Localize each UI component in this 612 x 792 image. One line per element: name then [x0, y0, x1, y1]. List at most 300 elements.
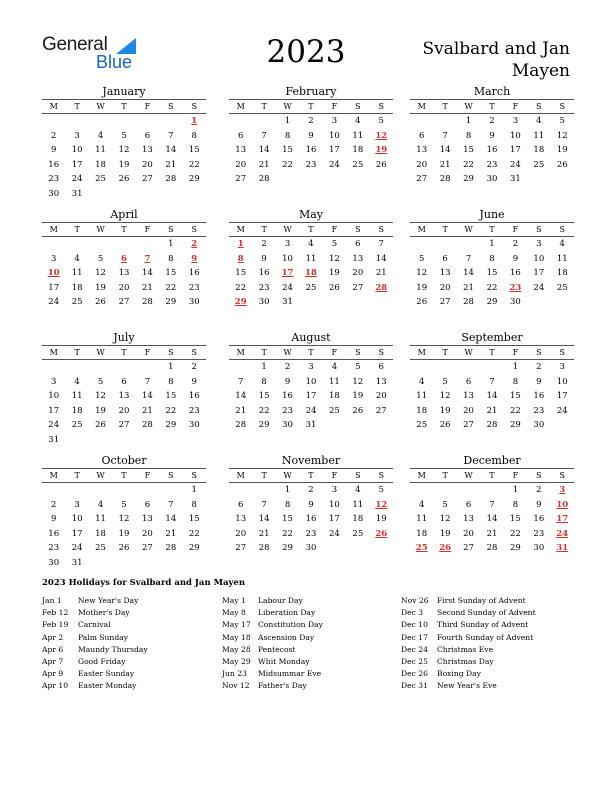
- day-cell: 28: [235, 420, 247, 431]
- day-cell: [42, 114, 65, 129]
- day-cell: 18: [533, 145, 545, 156]
- week-row: [229, 483, 393, 498]
- weekday-label: S: [559, 471, 565, 480]
- day-cell: 23: [258, 282, 270, 293]
- weekday-label: S: [559, 225, 565, 234]
- day-cell: 14: [375, 253, 387, 264]
- weekday-label: T: [261, 102, 267, 111]
- day-cell: 29: [509, 420, 521, 431]
- week-row: [229, 252, 393, 267]
- day-cell: 15: [165, 391, 177, 402]
- day-cell: 11: [71, 391, 83, 402]
- day-cell: [183, 556, 206, 571]
- day-cell: [252, 483, 275, 498]
- weekday-label: T: [74, 102, 80, 111]
- day-cell: [346, 295, 369, 310]
- day-cell: 3: [559, 362, 565, 372]
- day-cell: [42, 360, 65, 375]
- day-cell: 26: [352, 405, 364, 416]
- week-row: [410, 404, 574, 419]
- day-cell: 8: [168, 376, 174, 387]
- week-row: [229, 541, 393, 556]
- day-cell: 1: [512, 362, 519, 372]
- day-cell: 29: [282, 543, 293, 554]
- weekday-label: S: [536, 471, 542, 480]
- day-cell: 14: [165, 514, 177, 525]
- weekday-label: M: [236, 225, 245, 234]
- day-cell: [136, 556, 159, 571]
- day-cell: [136, 237, 159, 252]
- day-cell: 29: [486, 297, 498, 308]
- day-cell: 8: [284, 130, 291, 141]
- day-cell: 8: [512, 499, 519, 510]
- day-cell: 25: [71, 420, 83, 431]
- day-cell: 18: [71, 405, 83, 416]
- day-cell: 27: [235, 543, 247, 554]
- holiday-item: [222, 680, 402, 692]
- weekday-label: W: [464, 102, 473, 111]
- week-row: [410, 129, 574, 144]
- day-cell: [112, 360, 135, 375]
- day-cell: [229, 483, 252, 498]
- day-cell: 19: [95, 405, 106, 416]
- holiday-item: [42, 619, 222, 631]
- day-cell: 22: [165, 405, 177, 416]
- day-cell: 12: [328, 253, 340, 264]
- day-cell: 2: [308, 116, 314, 126]
- day-cell: 31: [509, 174, 521, 185]
- day-cell: 14: [439, 145, 451, 156]
- day-cell: [229, 114, 252, 129]
- week-row: [229, 418, 393, 433]
- day-cell: 21: [486, 405, 498, 416]
- week-row: [42, 541, 206, 556]
- day-cell: 15: [486, 268, 498, 279]
- day-cell: 4: [74, 376, 80, 387]
- holiday-name: Easter Monday: [78, 681, 137, 691]
- day-cell: [159, 556, 182, 571]
- week-row: [410, 483, 574, 498]
- holiday-name: Pentecost: [258, 644, 296, 654]
- holiday-item: [42, 607, 222, 619]
- weekday-label: W: [96, 102, 105, 111]
- day-cell: 12: [95, 268, 106, 279]
- week-row: [229, 360, 393, 375]
- day-cell: 27: [463, 543, 474, 554]
- weekday-label: T: [74, 471, 80, 480]
- day-cell: 1: [512, 485, 519, 495]
- holiday-date: Apr 10: [42, 681, 69, 691]
- weekday-label: S: [355, 225, 361, 234]
- weekday-label: S: [378, 348, 384, 357]
- day-cell: 24: [282, 282, 293, 293]
- day-cell: 24: [48, 420, 60, 431]
- month-title: September: [461, 331, 523, 344]
- day-cell: [159, 433, 182, 448]
- day-cell: 6: [144, 499, 151, 510]
- holiday-item: [42, 680, 222, 692]
- day-cell: 14: [235, 391, 247, 402]
- day-cell: 20: [463, 405, 474, 416]
- day-cell: 10: [71, 514, 83, 525]
- day-cell: 7: [261, 130, 267, 141]
- day-cell: [346, 172, 369, 187]
- day-cell: 25: [352, 159, 364, 170]
- day-cell: 6: [238, 130, 244, 141]
- weekday-label: S: [536, 348, 542, 357]
- day-cell: 5: [331, 239, 338, 249]
- day-cell: 18: [352, 145, 364, 156]
- day-cell: 7: [378, 239, 384, 249]
- day-cell: 8: [489, 253, 495, 264]
- holiday-name: Boxing Day: [437, 669, 481, 679]
- weekday-label: T: [261, 225, 267, 234]
- day-cell: 27: [416, 174, 428, 185]
- day-cell: 31: [305, 420, 317, 431]
- weekday-label: M: [236, 471, 245, 480]
- day-cell: 26: [439, 420, 451, 431]
- day-cell: [551, 172, 574, 187]
- logo-blue-text: Blue: [96, 52, 133, 72]
- weekday-header: [229, 345, 393, 360]
- day-cell: 5: [121, 130, 127, 141]
- day-cell: 29: [165, 420, 177, 431]
- day-cell: 8: [261, 376, 267, 387]
- day-cell: 19: [439, 405, 451, 416]
- day-cell: 13: [463, 514, 474, 525]
- week-row: [410, 172, 574, 187]
- day-cell: 28: [141, 420, 153, 431]
- day-cell: 3: [512, 116, 519, 126]
- week-row: [229, 114, 393, 129]
- holiday-date: Jan 1: [42, 596, 62, 605]
- weekday-label: W: [96, 348, 105, 357]
- holiday-date: Apr 2: [42, 632, 64, 642]
- day-cell: 30: [188, 420, 200, 431]
- day-cell: [433, 114, 456, 129]
- day-cell: [42, 483, 65, 498]
- day-cell: 6: [465, 376, 472, 387]
- week-row: [42, 281, 206, 296]
- holiday-date: Apr 9: [42, 669, 64, 679]
- weekday-header: [229, 99, 393, 114]
- day-cell: [527, 172, 550, 187]
- day-cell: 15: [463, 145, 474, 156]
- day-cell: 9: [51, 514, 57, 525]
- day-cell: 24: [71, 543, 83, 554]
- weekday-label: F: [512, 225, 519, 234]
- holiday-day-cell: 29: [234, 297, 247, 308]
- day-cell: 22: [165, 282, 177, 293]
- day-cell: 30: [533, 543, 545, 554]
- day-cell: [370, 541, 393, 556]
- day-cell: 12: [439, 391, 451, 402]
- weekday-label: S: [536, 225, 542, 234]
- day-cell: 5: [442, 376, 448, 387]
- day-cell: 29: [188, 543, 200, 554]
- day-cell: 8: [284, 499, 291, 510]
- day-cell: 23: [48, 543, 60, 554]
- holiday-item: [401, 680, 581, 692]
- day-cell: 10: [71, 145, 83, 156]
- holidays-column: [42, 595, 222, 693]
- day-cell: 6: [121, 376, 127, 387]
- day-cell: [276, 172, 299, 187]
- day-cell: 18: [352, 514, 364, 525]
- day-cell: 4: [331, 362, 338, 372]
- day-cell: 14: [141, 391, 153, 402]
- country-name: Svalbard and Jan Mayen: [422, 39, 570, 81]
- weekday-label: T: [121, 348, 127, 357]
- day-cell: 11: [352, 499, 364, 510]
- day-cell: 5: [378, 485, 384, 495]
- holiday-item: [222, 644, 402, 656]
- day-cell: 17: [533, 268, 545, 279]
- day-cell: 10: [328, 130, 340, 141]
- day-cell: [480, 483, 503, 498]
- day-cell: 4: [559, 239, 565, 249]
- weekday-label: W: [464, 471, 473, 480]
- day-cell: 13: [118, 391, 130, 402]
- holiday-date: Jun 23: [222, 669, 247, 679]
- day-cell: 17: [328, 145, 340, 156]
- holiday-day-cell: 1: [191, 116, 198, 126]
- day-cell: 10: [509, 130, 521, 141]
- day-cell: 10: [328, 499, 340, 510]
- day-cell: 6: [238, 499, 244, 510]
- day-cell: 20: [375, 391, 387, 402]
- day-cell: 20: [118, 282, 130, 293]
- holiday-day-cell: 8: [237, 253, 244, 264]
- month-title: March: [473, 85, 511, 98]
- day-cell: 20: [235, 528, 247, 539]
- day-cell: [346, 541, 369, 556]
- day-cell: [410, 237, 433, 252]
- holiday-item: [222, 607, 402, 619]
- holiday-name: New Year's Eve: [437, 681, 497, 691]
- day-cell: [112, 187, 135, 202]
- day-cell: 3: [74, 499, 80, 510]
- weekday-label: W: [96, 471, 105, 480]
- week-row: [410, 498, 574, 513]
- day-cell: [410, 114, 433, 129]
- day-cell: 16: [258, 268, 270, 279]
- day-cell: 11: [352, 130, 364, 141]
- day-cell: 24: [305, 405, 317, 416]
- day-cell: 6: [465, 499, 472, 510]
- day-cell: 4: [355, 116, 361, 126]
- day-cell: 22: [188, 159, 200, 170]
- holiday-day-cell: 10: [47, 268, 60, 279]
- day-cell: 3: [536, 239, 542, 249]
- week-row: [410, 237, 574, 252]
- holiday-name: Easter Sunday: [78, 669, 135, 679]
- week-row: [410, 527, 574, 542]
- holiday-date: Nov 12: [222, 681, 250, 691]
- weekday-label: S: [559, 348, 565, 357]
- day-cell: 28: [486, 543, 498, 554]
- day-cell: 7: [168, 499, 174, 510]
- day-cell: 14: [486, 391, 498, 402]
- holiday-date: Nov 26: [401, 596, 429, 605]
- holiday-item: [42, 632, 222, 644]
- day-cell: [136, 187, 159, 202]
- day-cell: 18: [556, 268, 568, 279]
- day-cell: 2: [308, 485, 314, 495]
- week-row: [229, 527, 393, 542]
- day-cell: 16: [305, 145, 317, 156]
- day-cell: 2: [512, 239, 519, 249]
- week-row: [42, 404, 206, 419]
- weekday-label: F: [512, 348, 519, 357]
- day-cell: 28: [486, 420, 498, 431]
- day-cell: [136, 483, 159, 498]
- week-row: [229, 404, 393, 419]
- day-cell: 4: [308, 239, 314, 249]
- weekday-label: T: [74, 348, 80, 357]
- day-cell: 16: [188, 268, 200, 279]
- weekday-label: F: [512, 102, 519, 111]
- day-cell: 15: [282, 145, 293, 156]
- day-cell: 8: [465, 130, 472, 141]
- day-cell: [65, 237, 88, 252]
- weekday-label: T: [489, 225, 495, 234]
- day-cell: 17: [305, 391, 317, 402]
- holiday-day-cell: 25: [415, 543, 428, 554]
- day-cell: 4: [419, 376, 425, 387]
- day-cell: 27: [463, 420, 474, 431]
- day-cell: [112, 237, 135, 252]
- holidays-column: [222, 595, 402, 693]
- day-cell: 9: [261, 253, 267, 264]
- day-cell: 20: [141, 528, 153, 539]
- day-cell: 30: [509, 297, 521, 308]
- holiday-day-cell: 12: [375, 499, 388, 510]
- day-cell: 17: [328, 514, 340, 525]
- holiday-day-cell: 18: [305, 268, 317, 279]
- day-cell: 24: [328, 159, 340, 170]
- day-cell: 24: [328, 528, 340, 539]
- day-cell: 2: [284, 362, 291, 372]
- month-title: February: [285, 85, 337, 98]
- week-row: [42, 556, 206, 571]
- day-cell: 5: [121, 499, 127, 510]
- weekday-label: F: [144, 471, 151, 480]
- day-cell: 4: [355, 485, 361, 495]
- day-cell: [112, 114, 135, 129]
- day-cell: 7: [261, 499, 267, 510]
- day-cell: 7: [489, 499, 495, 510]
- day-cell: [42, 237, 65, 252]
- day-cell: 22: [188, 528, 200, 539]
- weekday-header: [229, 468, 393, 483]
- holiday-date: Dec 10: [401, 620, 428, 630]
- day-cell: 3: [331, 116, 338, 126]
- day-cell: 16: [188, 391, 200, 402]
- weekday-label: M: [417, 225, 426, 234]
- weekday-label: T: [489, 471, 495, 480]
- day-cell: 22: [509, 405, 521, 416]
- day-cell: 12: [556, 130, 568, 141]
- weekday-label: M: [417, 102, 426, 111]
- day-cell: 1: [465, 116, 472, 126]
- week-row: [410, 512, 574, 527]
- holiday-item: [222, 656, 402, 668]
- day-cell: 11: [95, 145, 106, 156]
- day-cell: 29: [509, 543, 521, 554]
- holiday-item: [42, 595, 222, 607]
- day-cell: 19: [375, 514, 387, 525]
- holiday-day-cell: 28: [375, 282, 388, 293]
- day-cell: 6: [442, 253, 448, 264]
- day-cell: 15: [282, 514, 293, 525]
- day-cell: 22: [463, 159, 474, 170]
- month-title: October: [101, 454, 147, 467]
- week-row: [42, 483, 206, 498]
- day-cell: 5: [559, 116, 565, 126]
- day-cell: 2: [489, 116, 495, 126]
- day-cell: 28: [439, 174, 451, 185]
- weekday-label: T: [121, 471, 127, 480]
- day-cell: 21: [235, 405, 247, 416]
- week-row: [229, 389, 393, 404]
- day-cell: 1: [261, 362, 267, 372]
- day-cell: 19: [416, 282, 428, 293]
- weekday-label: S: [559, 102, 565, 111]
- weekday-label: M: [49, 348, 58, 357]
- holiday-item: [222, 595, 402, 607]
- day-cell: [410, 483, 433, 498]
- week-row: [410, 389, 574, 404]
- day-cell: 10: [305, 376, 317, 387]
- day-cell: 13: [235, 145, 247, 156]
- holiday-day-cell: 24: [556, 528, 569, 539]
- weekday-label: M: [236, 348, 245, 357]
- holiday-date: May 29: [222, 656, 251, 666]
- weekday-label: F: [144, 102, 151, 111]
- holiday-day-cell: 10: [556, 499, 569, 510]
- day-cell: 30: [258, 297, 270, 308]
- day-cell: [346, 418, 369, 433]
- day-cell: 8: [191, 130, 197, 141]
- day-cell: [551, 418, 574, 433]
- day-cell: 19: [95, 282, 106, 293]
- month-title: April: [110, 208, 138, 221]
- weekday-label: T: [308, 102, 314, 111]
- day-cell: 23: [533, 405, 545, 416]
- day-cell: 12: [439, 514, 451, 525]
- day-cell: [136, 360, 159, 375]
- week-row: [410, 541, 574, 556]
- holiday-item: [401, 607, 581, 619]
- day-cell: 9: [536, 376, 542, 387]
- day-cell: 19: [556, 145, 568, 156]
- week-row: [229, 172, 393, 187]
- day-cell: 30: [305, 543, 317, 554]
- holiday-name: Father's Day: [258, 681, 307, 691]
- day-cell: 15: [235, 268, 247, 279]
- day-cell: 14: [141, 268, 153, 279]
- week-row: [229, 158, 393, 173]
- day-cell: 31: [48, 434, 60, 445]
- day-cell: 20: [416, 159, 428, 170]
- day-cell: 3: [51, 253, 57, 264]
- day-cell: 20: [463, 528, 474, 539]
- day-cell: [480, 360, 503, 375]
- day-cell: 8: [512, 376, 519, 387]
- day-cell: 2: [261, 239, 267, 249]
- day-cell: 21: [165, 159, 177, 170]
